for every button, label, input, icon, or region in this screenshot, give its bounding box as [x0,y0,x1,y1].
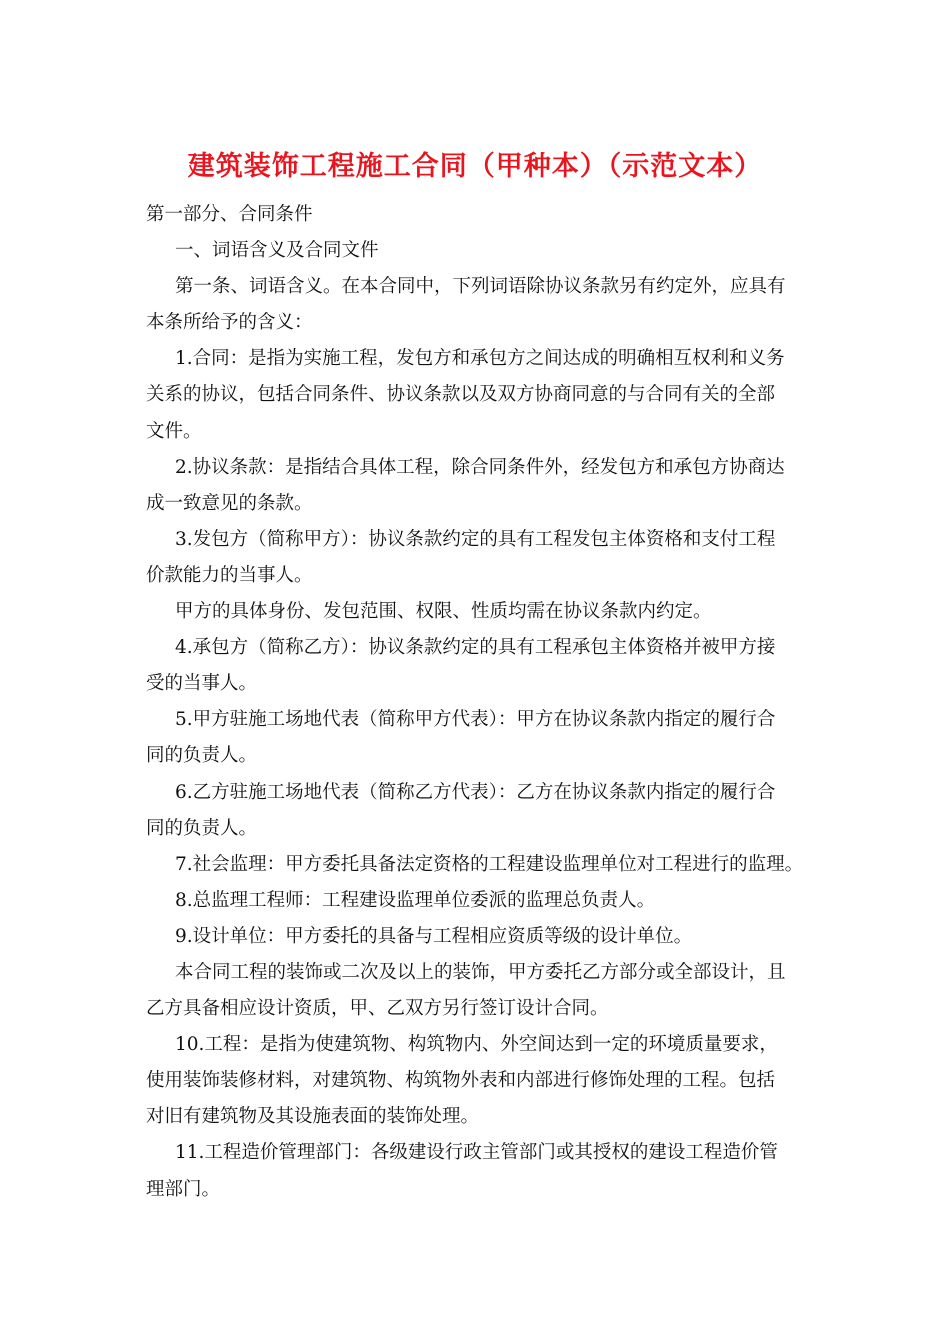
text-line: 理部门。 [146,1178,221,1200]
text-line: 本条所给予的含义： [146,312,313,334]
text-line: 甲方的具体身份、发包范围、权限、性质均需在协议条款内约定。 [175,601,712,623]
text-line: 使用装饰装修材料，对建筑物、构筑物外表和内部进行修饰处理的工程。包括 [146,1070,776,1092]
document-title: 建筑装饰工程施工合同（甲种本）（示范文本） [187,151,763,182]
text-line: 对旧有建筑物及其设施表面的装饰处理。 [146,1106,480,1128]
text-line: 文件。 [146,420,202,442]
text-line: 成一致意见的条款。 [146,492,313,514]
text-line: 4.承包方（简称乙方）：协议条款约定的具有工程承包主体资格并被甲方接 [175,637,776,659]
text-line: 9.设计单位：甲方委托的具备与工程相应资质等级的设计单位。 [175,925,693,947]
text-line: 受的当事人。 [146,673,258,695]
text-line: 同的负责人。 [146,817,258,839]
text-line: 本合同工程的装饰或二次及以上的装饰，甲方委托乙方部分或全部设计，且 [175,961,786,983]
text-line: 同的负责人。 [146,745,258,767]
text-line: 2.协议条款：是指结合具体工程，除合同条件外，经发包方和承包方协商达 [175,456,785,478]
text-line: 第一条、词语含义。在本合同中，下列词语除协议条款另有约定外，应具有 [175,276,786,298]
text-line: 6.乙方驻施工场地代表（简称乙方代表）：乙方在协议条款内指定的履行合 [175,781,776,803]
document-body [146,197,816,1208]
text-line: 5.甲方驻施工场地代表（简称甲方代表）：甲方在协议条款内指定的履行合 [175,709,776,731]
text-line: 乙方具备相应设计资质，甲、乙双方另行签订设计合同。 [146,998,609,1020]
text-line: 10.工程：是指为使建筑物、构筑物内、外空间达到一定的环境质量要求， [175,1034,778,1056]
text-line: 价款能力的当事人。 [146,564,313,586]
text-line: 1.合同：是指为实施工程，发包方和承包方之间达成的明确相互权利和义务 [175,348,785,370]
text-line: 一、词语含义及合同文件 [175,240,379,262]
text-line: 8.总监理工程师：工程建设监理单位委派的监理总负责人。 [175,889,656,911]
text-line: 关系的协议，包括合同条件、协议条款以及双方协商同意的与合同有关的全部 [146,384,776,406]
text-line: 11.工程造价管理部门：各级建设行政主管部门或其授权的建设工程造价管 [175,1142,778,1164]
text-line: 7.社会监理：甲方委托具备法定资格的工程建设监理单位对工程进行的监理。 [175,853,804,875]
text-line: 第一部分、合同条件 [146,204,313,225]
text-line: 3.发包方（简称甲方）：协议条款约定的具有工程发包主体资格和支付工程 [175,528,776,550]
